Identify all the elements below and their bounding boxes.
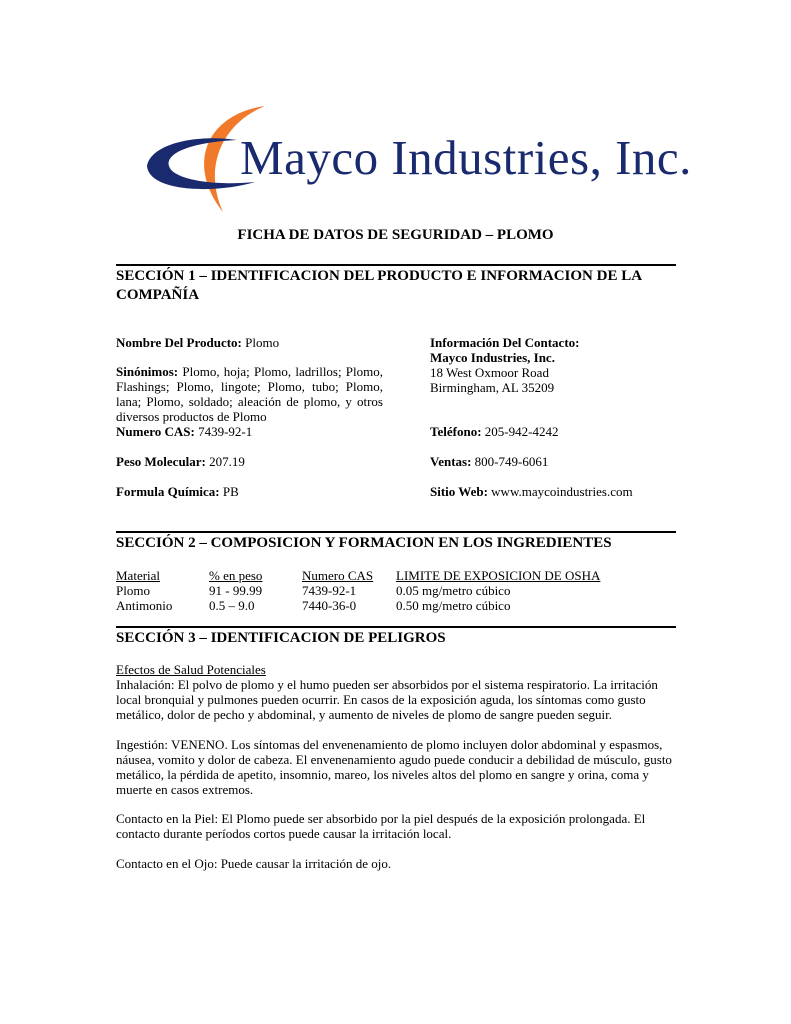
skin-contact-line: Contacto en la Piel: El Plomo puede ser absorbido por la piel después de la exposición prolongada. El bbox=[116, 811, 646, 826]
cas-value: 7439-92-1 bbox=[198, 424, 253, 439]
synonyms-block bbox=[116, 364, 383, 424]
product-name-label: Nombre Del Producto: bbox=[116, 335, 242, 350]
synonyms-label: Sinónimos: bbox=[116, 364, 179, 379]
contact-company: Mayco Industries, Inc. bbox=[430, 350, 555, 365]
section-1-heading-line2: COMPAÑÍA bbox=[116, 287, 200, 303]
phone-row bbox=[430, 424, 558, 439]
web-value: www.maycoindustries.com bbox=[491, 484, 633, 499]
document-title: FICHA DE DATOS DE SEGURIDAD – PLOMO bbox=[237, 227, 554, 243]
table-cell: 7440-36-0 bbox=[302, 598, 357, 613]
section-1-heading-line1: SECCIÓN 1 – IDENTIFICACION DEL PRODUCTO E INFORMACION DE LA bbox=[116, 268, 643, 284]
cas-row bbox=[116, 424, 252, 439]
inhalation-line: metálico, dolor de pecho y abdominal, y aumento de niveles de plomo de sangre pueden seguir. bbox=[116, 707, 613, 722]
ingestion-line: muerte en casos extremos. bbox=[116, 782, 254, 797]
ingestion-line: metálico, la pérdida de apetito, insomnio, mareo, los niveles altos del plomo en sangre y orina, coma y bbox=[116, 767, 649, 782]
contact-city: Birmingham, AL 35209 bbox=[430, 380, 555, 395]
table-cell: 0.5 – 9.0 bbox=[209, 598, 255, 613]
phone-value: 205-942-4242 bbox=[484, 424, 559, 439]
table-cell: 91 - 99.99 bbox=[209, 583, 263, 598]
column-header-weight: % en peso bbox=[209, 568, 263, 583]
section-1-rule bbox=[116, 264, 676, 266]
table-cell: Plomo bbox=[116, 583, 150, 598]
sales-label: Ventas: bbox=[430, 454, 472, 469]
section-2-heading: SECCIÓN 2 – COMPOSICION Y FORMACION EN LOS INGREDIENTES bbox=[116, 535, 612, 551]
product-name-row bbox=[116, 335, 279, 350]
inhalation-line: Inhalación: El polvo de plomo y el humo pueden ser absorbidos por el sistema respiratorio. La irritación bbox=[116, 677, 658, 692]
formula-row bbox=[116, 484, 239, 499]
table-cell: 7439-92-1 bbox=[302, 583, 357, 598]
column-header-osha: LIMITE DE EXPOSICION DE OSHA bbox=[396, 568, 601, 583]
mol-weight-label: Peso Molecular: bbox=[116, 454, 206, 469]
table-cell: 0.05 mg/metro cúbico bbox=[396, 583, 511, 598]
product-name-value: Plomo bbox=[245, 335, 280, 350]
section-2-rule bbox=[116, 531, 676, 533]
table-cell: 0.50 mg/metro cúbico bbox=[396, 598, 511, 613]
inhalation-line: local bronquial y pulmones pueden ocurrir. En casos de la exposición aguda, los síntomas como gusto bbox=[116, 692, 646, 707]
sales-row bbox=[430, 454, 548, 469]
formula-value: PB bbox=[222, 484, 239, 499]
company-logo bbox=[145, 104, 705, 216]
health-effects-subheading: Efectos de Salud Potenciales bbox=[116, 662, 266, 677]
formula-label: Formula Química: bbox=[116, 484, 220, 499]
section-3-heading: SECCIÓN 3 – IDENTIFICACION DE PELIGROS bbox=[116, 630, 446, 646]
web-label: Sitio Web: bbox=[430, 484, 488, 499]
column-header-cas: Numero CAS bbox=[302, 568, 374, 583]
eye-contact-line: Contacto en el Ojo: Puede causar la irritación de ojo. bbox=[116, 856, 392, 871]
mol-weight-value: 207.19 bbox=[209, 454, 245, 469]
ingestion-line: náusea, vomito y dolor de cabeza. El envenenamiento agudo puede conducir a debilidad de músculo, gusto bbox=[116, 752, 672, 767]
section-1-heading bbox=[116, 267, 676, 305]
phone-label: Teléfono: bbox=[430, 424, 482, 439]
company-logo-text: Mayco Industries, Inc. bbox=[240, 130, 692, 185]
section-3-rule bbox=[116, 626, 676, 628]
column-header-material: Material bbox=[116, 568, 161, 583]
mol-weight-row bbox=[116, 454, 245, 469]
ingestion-line: Ingestión: VENENO. Los síntomas del envenenamiento de plomo incluyen dolor abdominal y espasmos, bbox=[116, 737, 663, 752]
web-row bbox=[430, 484, 633, 499]
table-cell: Antimonio bbox=[116, 598, 173, 613]
contact-label: Información Del Contacto: bbox=[430, 335, 580, 350]
sales-value: 800-749-6061 bbox=[474, 454, 549, 469]
cas-label: Numero CAS: bbox=[116, 424, 195, 439]
skin-contact-line: contacto durante períodos cortos puede causar la irritación local. bbox=[116, 826, 452, 841]
synonyms-value: Plomo, hoja; Plomo, ladrillos; Plomo, Flashings; Plomo, lingote; Plomo, tubo; Plomo, lana; Plomo, soldado; aleación de plomo, y otros diversos productos de Plomo bbox=[116, 364, 384, 424]
contact-street: 18 West Oxmoor Road bbox=[430, 365, 549, 380]
